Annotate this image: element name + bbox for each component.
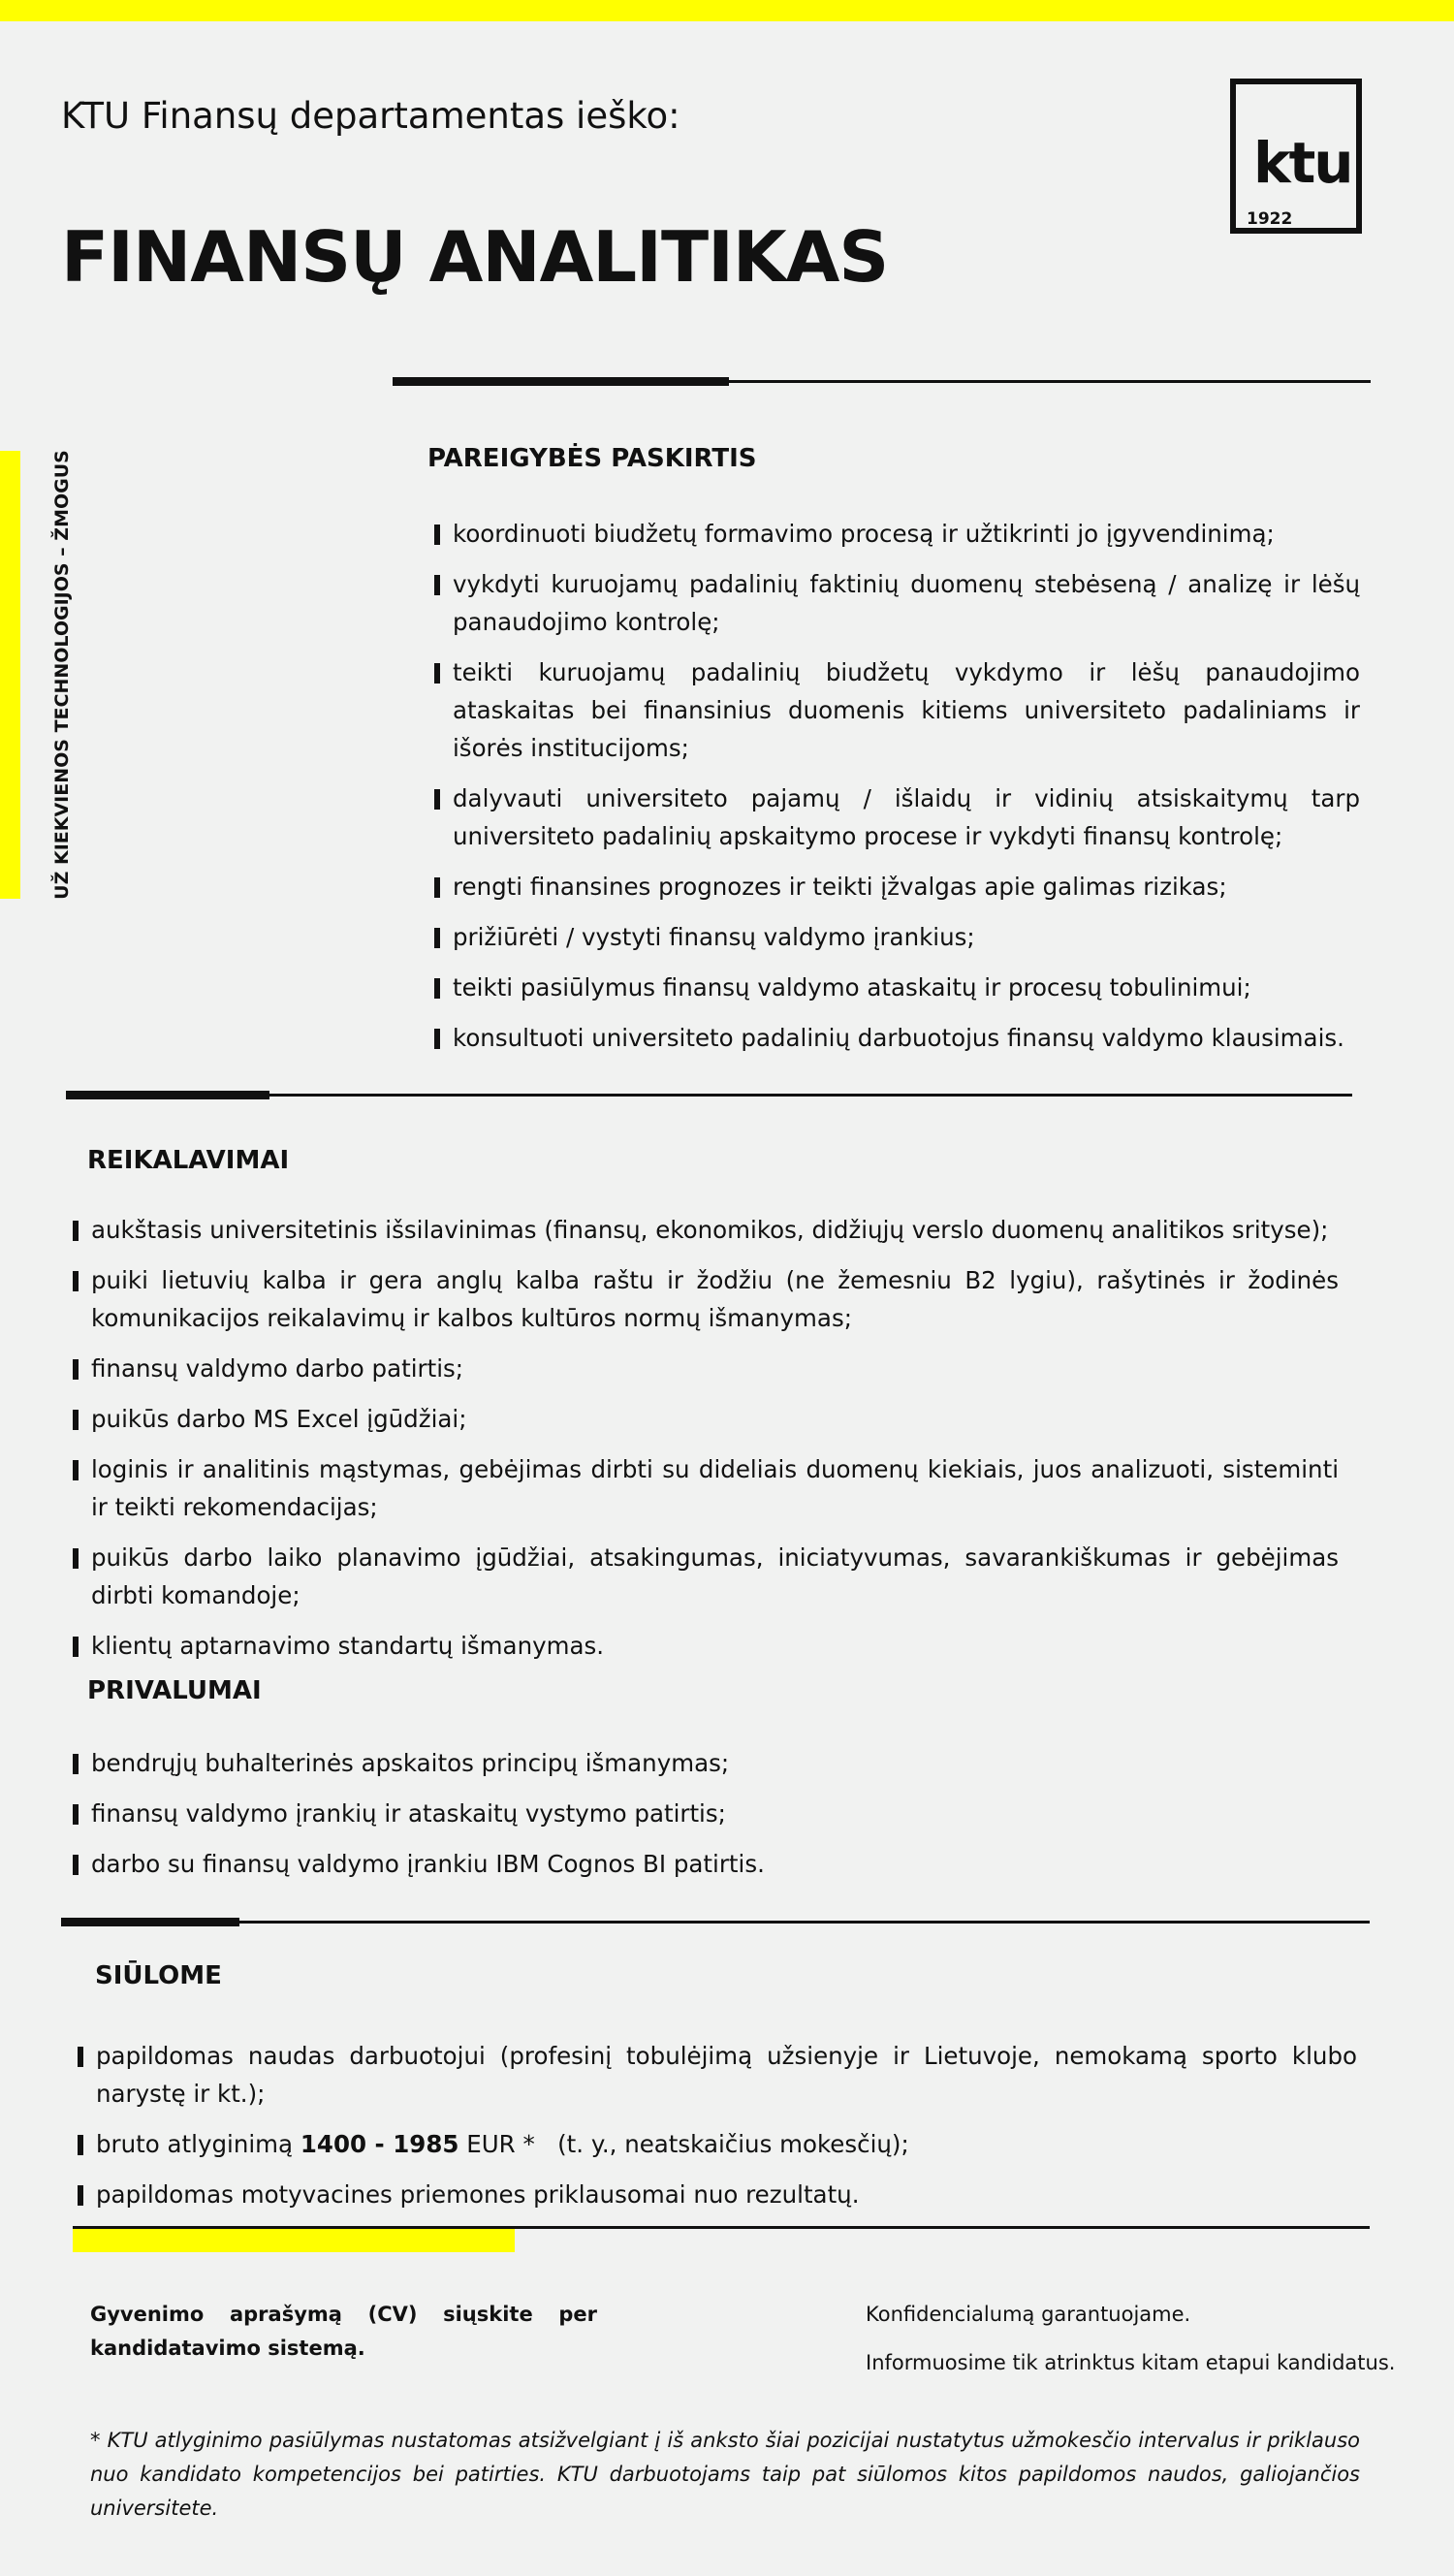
- inform-text: Informuosime tik atrinktus kitam etapui kandidatus.: [866, 2351, 1396, 2374]
- list-item: prižiūrėti / vystyti finansų valdymo įrankius;: [434, 918, 1360, 956]
- list-item: konsultuoti universiteto padalinių darbuotojus finansų valdymo klausimais.: [434, 1019, 1360, 1057]
- list-item: loginis ir analitinis mąstymas, gebėjimas dirbti su dideliais duomenų kiekiais, juos analizuoti, sisteminti ir teikti rekomendacijas;: [73, 1450, 1339, 1526]
- divider-duties: [393, 380, 1371, 383]
- list-item: papildomas motyvacines priemones priklausomai nuo rezultatų.: [78, 2176, 1357, 2213]
- list-item: rengti finansines prognozes ir teikti įžvalgas apie galimas rizikas;: [434, 868, 1360, 906]
- divider-requirements: [66, 1094, 1352, 1097]
- top-accent-bar: [0, 0, 1454, 21]
- logo-word: ktu: [1253, 130, 1352, 196]
- list-item: papildomas naudas darbuotojui (profesinį tobulėjimą užsienyje ir Lietuvoje, nemokamą sporto klubo narystę ir kt.);: [78, 2037, 1357, 2113]
- list-item: finansų valdymo įrankių ir ataskaitų vystymo patirtis;: [73, 1795, 1339, 1832]
- list-item: puiki lietuvių kalba ir gera anglų kalba raštu ir žodžiu (ne žemesniu B2 lygiu), rašytinės ir žodinės komunikacijos reikalavimų ir kalbos kultūros normų išmanymas;: [73, 1261, 1339, 1337]
- requirements-list: [73, 1211, 1339, 1677]
- logo-year: 1922: [1247, 209, 1293, 229]
- offer-list: [78, 2037, 1357, 2226]
- ktu-logo: [1230, 79, 1362, 234]
- salary-range: 1400 - 1985: [300, 2130, 459, 2158]
- list-item: finansų valdymo darbo patirtis;: [73, 1350, 1339, 1387]
- advantages-list: [73, 1744, 1339, 1895]
- confidential-text: Konfidencialumą garantuojame.: [866, 2303, 1191, 2326]
- page-title: FINANSŲ ANALITIKAS: [61, 216, 889, 298]
- list-item: teikti kuruojamų padalinių biudžetų vykdymo ir lėšų panaudojimo ataskaitas bei finansinius duomenis kitiems universiteto padaliniams ir išorės institucijoms;: [434, 653, 1360, 767]
- footer-accent-bar: [73, 2229, 515, 2252]
- advantages-heading: PRIVALUMAI: [87, 1676, 262, 1705]
- duties-list: [434, 515, 1360, 1069]
- list-item: puikūs darbo MS Excel įgūdžiai;: [73, 1400, 1339, 1438]
- salary-footnote: * KTU atlyginimo pasiūlymas nustatomas atsižvelgiant į iš anksto šiai pozicijai nustatytus užmokesčio intervalus ir priklauso nuo kandidato kompetencijos bei patirties. KTU darbuotojams taip pat siūlomos kitos papildomos naudos, galiojančios universitete.: [90, 2429, 1360, 2520]
- list-item: puikūs darbo laiko planavimo įgūdžiai, atsakingumas, iniciatyvumas, savarankiškumas ir gebėjimas dirbti komandoje;: [73, 1539, 1339, 1614]
- list-item: darbo su finansų valdymo įrankiu IBM Cognos BI patirtis.: [73, 1845, 1339, 1883]
- duties-heading: PAREIGYBĖS PASKIRTIS: [427, 444, 757, 473]
- list-item: vykdyti kuruojamų padalinių faktinių duomenų stebėseną / analizę ir lėšų panaudojimo kontrolę;: [434, 565, 1360, 641]
- requirements-heading: REIKALAVIMAI: [87, 1146, 290, 1175]
- offer-heading: SIŪLOME: [95, 1961, 222, 1990]
- intro-text: KTU Finansų departamentas ieško:: [61, 95, 680, 137]
- cv-instructions: Gyvenimo aprašymą (CV) siųskite per kandidatavimo sistemą.: [90, 2303, 597, 2360]
- divider-offer: [61, 1921, 1370, 1924]
- salary-prefix: bruto atlyginimą: [96, 2130, 294, 2158]
- salary-suffix: EUR * (t. y., neatskaičius mokesčių);: [466, 2130, 909, 2158]
- confidentiality-note: [866, 2298, 1395, 2395]
- list-item: dalyvauti universiteto pajamų / išlaidų ir vidinių atsiskaitymų tarp universiteto padalinių apskaitymo procese ir vykdyti finansų kontrolę;: [434, 779, 1360, 855]
- salary-item: [78, 2125, 1357, 2163]
- side-accent-bar: [0, 451, 20, 899]
- list-item: klientų aptarnavimo standartų išmanymas.: [73, 1627, 1339, 1665]
- list-item: teikti pasiūlymus finansų valdymo ataskaitų ir procesų tobulinimui;: [434, 969, 1360, 1006]
- list-item: koordinuoti biudžetų formavimo procesą ir užtikrinti jo įgyvendinimą;: [434, 515, 1360, 553]
- list-item: aukštasis universitetinis išsilavinimas (finansų, ekonomikos, didžiųjų verslo duomenų analitikos srityse);: [73, 1211, 1339, 1249]
- list-item: bendrųjų buhalterinės apskaitos principų išmanymas;: [73, 1744, 1339, 1782]
- side-slogan: UŽ KIEKVIENOS TECHNOLOGIJOS – ŽMOGUS: [51, 450, 73, 900]
